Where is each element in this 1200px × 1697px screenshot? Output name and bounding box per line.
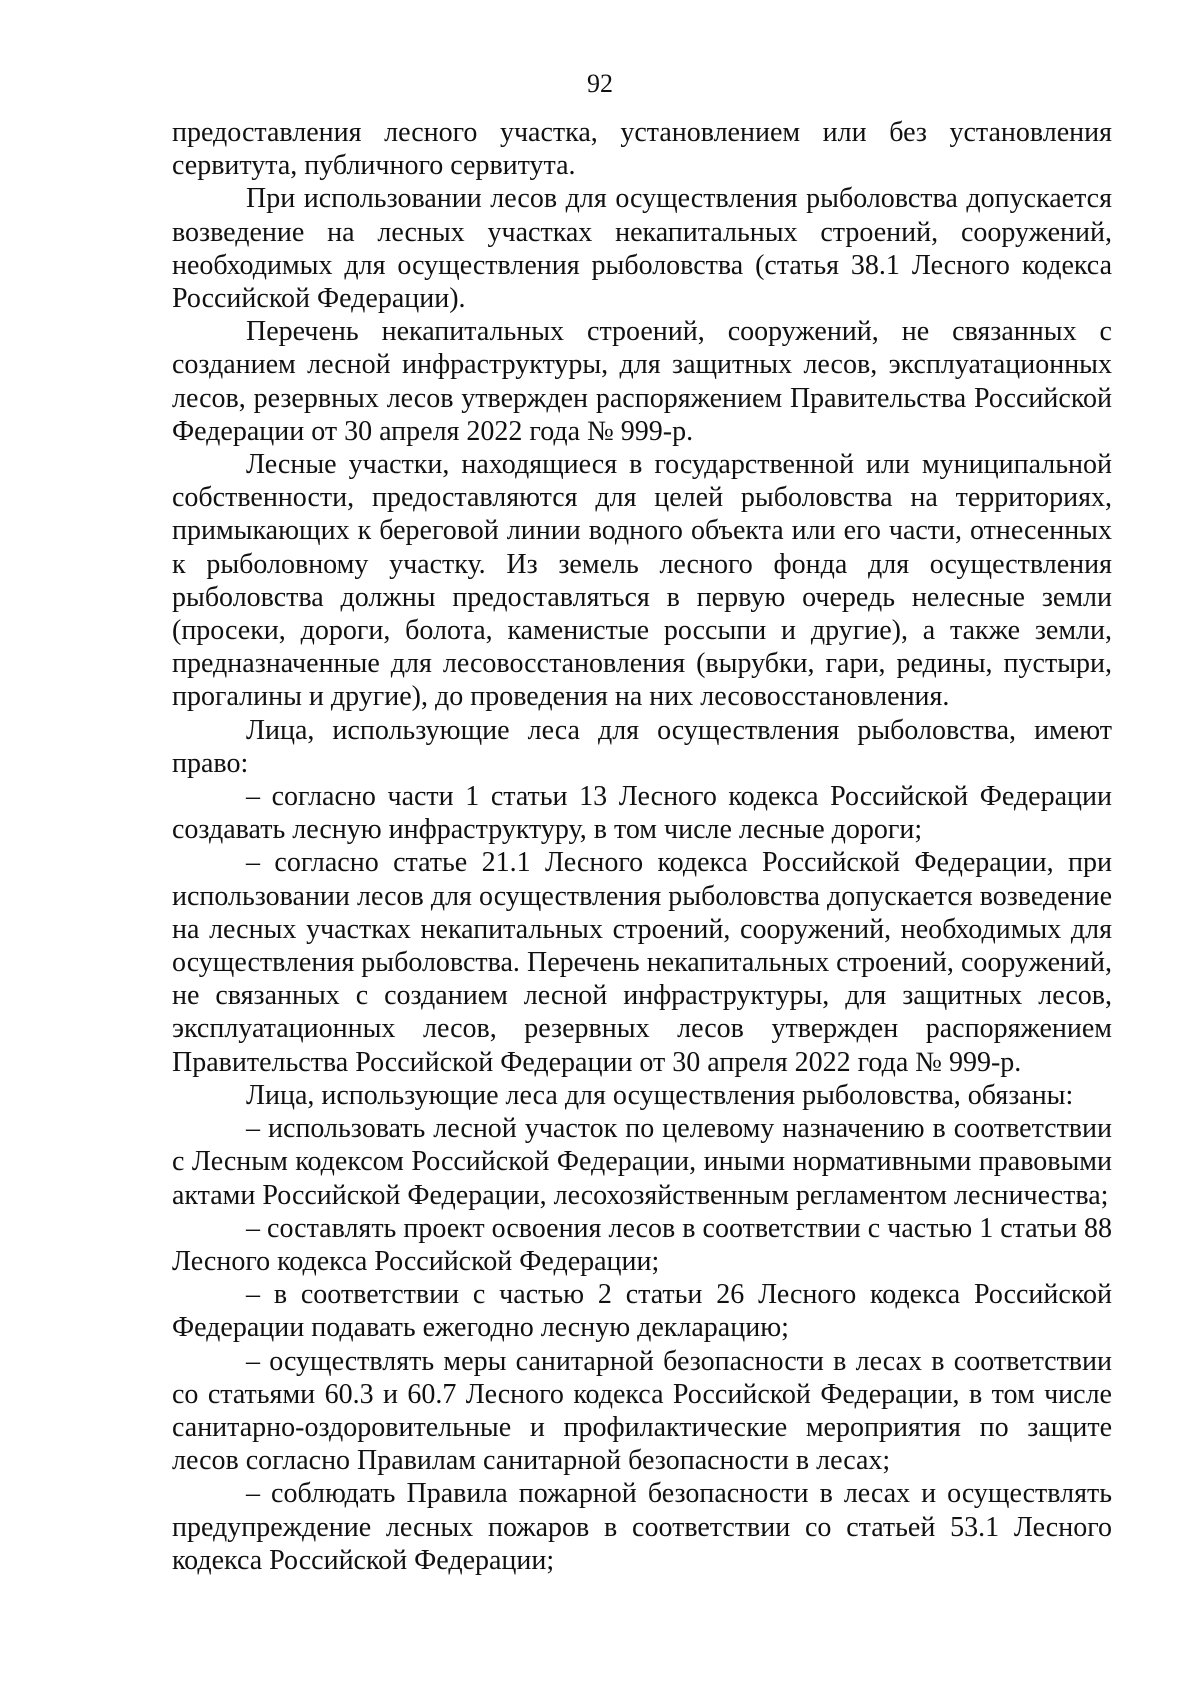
paragraph-obligations-intro: Лица, использующие леса для осуществления рыболовства, обязаны: <box>246 1079 1074 1111</box>
page-number: 92 <box>587 69 613 98</box>
list-item-right-infrastructure: – согласно части 1 статьи 13 Лесного кодекса Российской Федерации создавать лесную инфраструктуру, в том числе лесные дороги; <box>172 781 1112 846</box>
document-body <box>172 116 1112 1577</box>
list-item-obligation-project: – составлять проект освоения лесов в соответствии с частью 1 статьи 88 Лесного кодекса Российской Федерации; <box>172 1212 1112 1277</box>
paragraph-fishing-structures: При использовании лесов для осуществления рыболовства допускается возведение на лесных участках некапитальных строений, сооружений, необходимых для осуществления рыболовства (статья 38.1 Лесного кодекса Российской Федерации). <box>172 183 1112 315</box>
paragraph-forest-plots: Лесные участки, находящиеся в государственной или муниципальной собственности, предоставляются для целей рыболовства на территориях, примыкающих к береговой линии водного объекта или его части, отнесенных к рыболовному участку. Из земель лесного фонда для осуществления рыболовства должны предоставляться в первую очередь нелесные земли (просеки, дороги, болота, каменистые россыпи и другие), а также земли, предназначенные для лесовосстановления (вырубки, гари, редины, пустыри, прогалины и другие), до проведения на них лесовосстановления. <box>172 449 1112 713</box>
paragraph-structures-list: Перечень некапитальных строений, сооружений, не связанных с созданием лесной инфраструктуры, для защитных лесов, эксплуатационных лесов, резервных лесов утвержден распоряжением Правительства Российской Федерации от 30 апреля 2022 года № 999-р. <box>172 316 1112 447</box>
list-item-obligation-sanitary: – осуществлять меры санитарной безопасности в лесах в соответствии со статьями 60.3 и 60.7 Лесного кодекса Российской Федерации, в том числе санитарно-оздоровительные и профилактические мероприятия по защите лесов согласно Правилам санитарной безопасности в лесах; <box>172 1345 1112 1477</box>
paragraph-continuation: предоставления лесного участка, установлением или без установления сервитута, публичного сервитута. <box>172 117 1112 182</box>
list-item-right-structures: – согласно статье 21.1 Лесного кодекса Российской Федерации, при использовании лесов для осуществления рыболовства допускается возведение на лесных участках некапитальных строений, сооружений, необходимых для осуществления рыболовства. Перечень некапитальных строений, сооружений, не связанных с созданием лесной инфраструктуры, для защитных лесов, эксплуатационных лесов, резервных лесов утвержден распоряжением Правительства Российской Федерации от 30 апреля 2022 года № 999-р. <box>172 847 1112 1078</box>
list-item-obligation-purpose: – использовать лесной участок по целевому назначению в соответствии с Лесным кодексом Российской Федерации, иными нормативными правовыми актами Российской Федерации, лесохозяйственным регламентом лесничества; <box>172 1113 1112 1211</box>
list-item-obligation-fire-safety: – соблюдать Правила пожарной безопасности в лесах и осуществлять предупреждение лесных пожаров в соответствии со статьей 53.1 Лесного кодекса Российской Федерации; <box>172 1478 1112 1576</box>
list-item-obligation-declaration: – в соответствии с частью 2 статьи 26 Лесного кодекса Российской Федерации подавать ежегодно лесную декларацию; <box>172 1279 1112 1344</box>
paragraph-rights-intro: Лица, использующие леса для осуществления рыболовства, имеют право: <box>172 714 1112 779</box>
